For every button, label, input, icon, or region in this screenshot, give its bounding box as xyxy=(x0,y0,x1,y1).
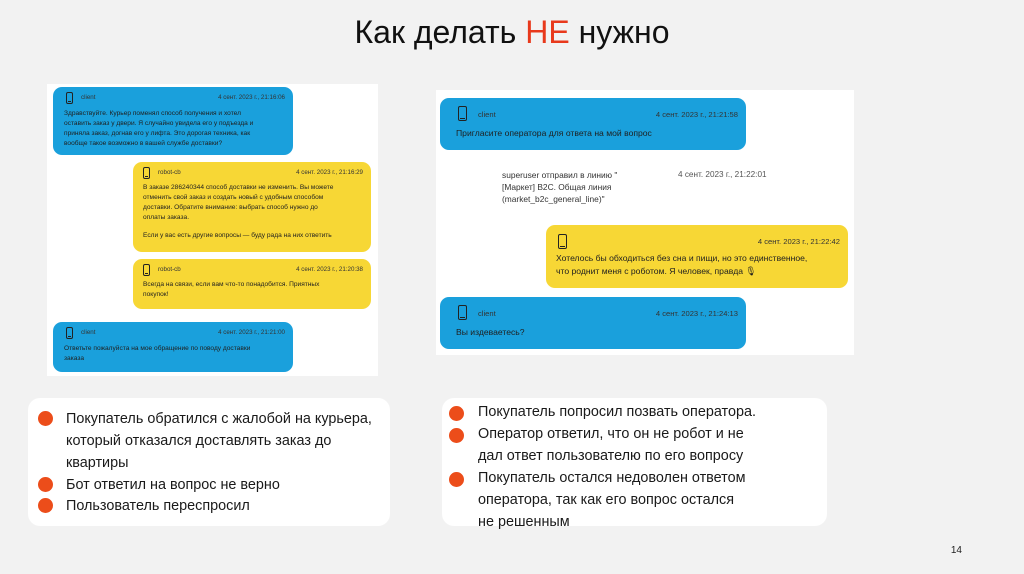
note-item: Покупатель обратился с жалобой на курьера, который отказался доставлять заказ до квартиры xyxy=(66,411,372,471)
chat-message-client xyxy=(53,322,293,372)
phone-icon xyxy=(66,92,73,104)
note-item: Оператор ответил, что он не робот и не дал ответ пользователю по его вопросу xyxy=(478,426,744,464)
chat-message-client xyxy=(440,297,746,349)
message-text: Здравствуйте. Курьер поменял способ получения и хотел оставить заказ у двери. Я случайно увидела его у подъезда и приняла заказ, догнав его у лифта. Это дорогая техника, как вообще такое возможно в вашей службе доставки? xyxy=(64,110,254,147)
message-time: 4 сент. 2023 г., 21:20:38 xyxy=(296,266,363,273)
chat-message-client xyxy=(53,87,293,155)
message-text: Хотелось бы обходиться без сна и пищи, но это единственное, что роднит меня с роботом. Я человек, правда 🎙 xyxy=(556,253,808,276)
left-summary-box xyxy=(28,398,390,526)
phone-icon xyxy=(458,106,467,121)
title-part-2: нужно xyxy=(569,14,670,50)
bullet-dot xyxy=(449,406,464,421)
page-number: 14 xyxy=(950,545,962,556)
chat-message-bot xyxy=(546,225,848,288)
note-item: Покупатель попросил позвать оператора. xyxy=(478,404,756,420)
message-text: Пригласите оператора для ответа на мой вопрос xyxy=(456,128,652,138)
message-time: 4 сент. 2023 г., 21:16:29 xyxy=(296,169,363,176)
message-sender: robot-cb xyxy=(158,169,181,176)
bullet-dot xyxy=(38,477,53,492)
system-message-time: 4 сент. 2023 г., 21:22:01 xyxy=(678,170,767,179)
message-text: Всегда на связи, если вам что-то понадобится. Приятных покупок! xyxy=(143,281,320,298)
message-time: 4 сент. 2023 г., 21:21:00 xyxy=(218,329,285,336)
system-message: superuser отправил в линию " [Маркет] B2C. Общая линия (market_b2c_general_line)" xyxy=(502,170,618,204)
message-sender: client xyxy=(81,329,96,336)
chat-message-bot xyxy=(133,162,371,252)
note-item: Покупатель остался недоволен ответом оператора, так как его вопрос остался не решенным xyxy=(478,470,746,530)
note-item: Пользователь переспросил xyxy=(66,498,250,514)
bullet-dot xyxy=(38,411,53,426)
bullet-dot xyxy=(38,498,53,513)
right-chat-screenshot xyxy=(436,90,854,355)
phone-icon xyxy=(558,234,567,249)
note-item: Бот ответил на вопрос не верно xyxy=(66,477,280,493)
message-sender: client xyxy=(478,309,496,318)
phone-icon xyxy=(66,327,73,339)
message-time: 4 сент. 2023 г., 21:16:06 xyxy=(218,94,285,101)
phone-icon xyxy=(143,167,150,179)
message-time: 4 сент. 2023 г., 21:24:13 xyxy=(655,309,738,318)
title-part-1: Как делать xyxy=(354,14,526,50)
message-text: В заказе 286240344 способ доставки не изменить. Вы можете отменить свой заказ и создать новый с удобным способом доставки. Обратите внимание: выбрать способ нужно до оплаты заказа. Если у вас есть другие вопросы — буду рада на них ответить xyxy=(143,184,334,239)
phone-icon xyxy=(143,264,150,276)
bullet-dot xyxy=(449,472,464,487)
phone-icon xyxy=(458,305,467,320)
title-highlight: НЕ xyxy=(525,14,570,50)
message-sender: robot-cb xyxy=(158,266,181,273)
message-text: Вы издеваетесь? xyxy=(456,327,525,337)
message-sender: client xyxy=(478,110,496,119)
bullet-dot xyxy=(449,428,464,443)
chat-message-bot xyxy=(133,259,371,309)
right-summary-box xyxy=(442,398,827,530)
chat-message-client xyxy=(440,98,746,150)
message-text: Ответьте пожалуйста на мое обращение по поводу доставки заказа xyxy=(64,345,251,362)
slide-title xyxy=(0,14,1024,51)
message-time: 4 сент. 2023 г., 21:22:42 xyxy=(757,237,840,246)
left-chat-screenshot xyxy=(47,84,378,376)
message-time: 4 сент. 2023 г., 21:21:58 xyxy=(655,110,738,119)
message-sender: client xyxy=(81,94,96,101)
